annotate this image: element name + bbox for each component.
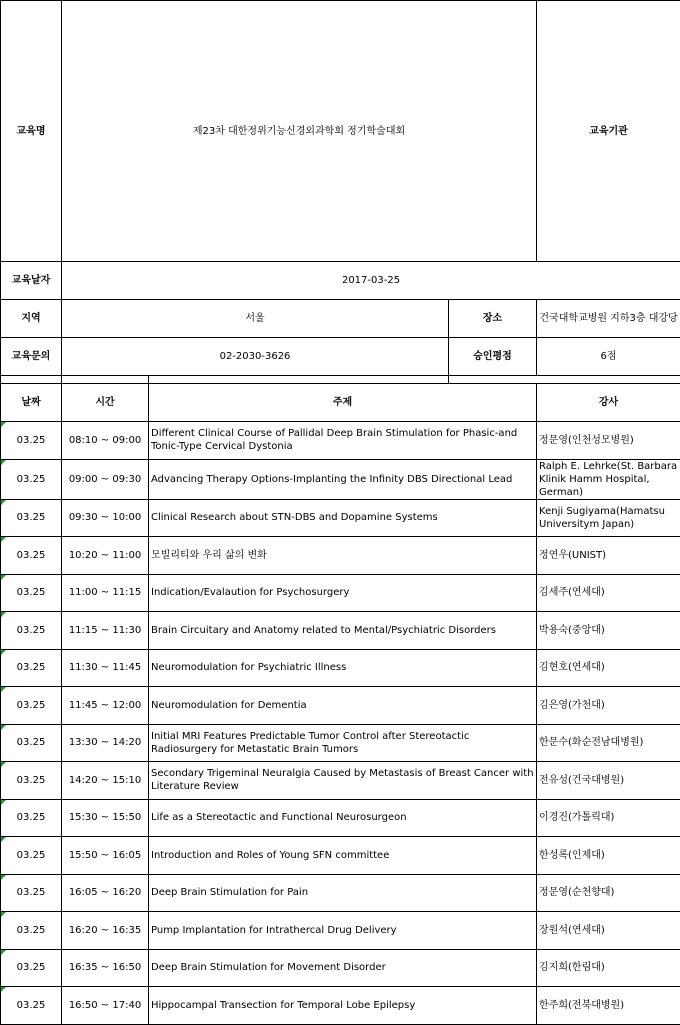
row-time: 09:00 ~ 09:30 bbox=[62, 459, 149, 499]
schedule-header-row bbox=[1, 384, 680, 422]
schedule-row bbox=[1, 459, 680, 499]
edu-name-label: 교육명 bbox=[1, 1, 62, 262]
institution-label: 교육기관 bbox=[537, 1, 680, 262]
venue-label: 장소 bbox=[449, 300, 537, 338]
row-date: 03.25 bbox=[1, 612, 62, 650]
row-topic: Deep Brain Stimulation for Pain bbox=[149, 874, 537, 912]
row-speaker: 정문영(순천향대) bbox=[537, 874, 680, 912]
row-time: 10:20 ~ 11:00 bbox=[62, 537, 149, 575]
row-speaker: Kenji Sugiyama(Hamatsu Universitym Japan) bbox=[537, 499, 680, 537]
row-time: 11:45 ~ 12:00 bbox=[62, 687, 149, 725]
spacer-row bbox=[1, 376, 680, 384]
info-row-region bbox=[1, 300, 680, 338]
row-date: 03.25 bbox=[1, 459, 62, 499]
row-speaker: 한성록(인제대) bbox=[537, 837, 680, 875]
row-time: 11:00 ~ 11:15 bbox=[62, 574, 149, 612]
row-speaker: 김은영(가천대) bbox=[537, 687, 680, 725]
date-value: 2017-03-25 bbox=[62, 262, 680, 300]
row-topic: Life as a Stereotactic and Functional Neurosurgeon bbox=[149, 799, 537, 837]
row-topic: Introduction and Roles of Young SFN committee bbox=[149, 837, 537, 875]
row-topic: Hippocampal Transection for Temporal Lobe Epilepsy bbox=[149, 987, 537, 1025]
schedule-row bbox=[1, 687, 680, 725]
row-date: 03.25 bbox=[1, 874, 62, 912]
row-date: 03.25 bbox=[1, 987, 62, 1025]
schedule-row bbox=[1, 762, 680, 800]
row-speaker: 전유성(건국대병원) bbox=[537, 762, 680, 800]
contact-value: 02-2030-3626 bbox=[62, 338, 449, 376]
row-date: 03.25 bbox=[1, 537, 62, 575]
row-date: 03.25 bbox=[1, 687, 62, 725]
row-speaker: 김지희(한림대) bbox=[537, 949, 680, 987]
row-speaker: 한문수(화순전남대병원) bbox=[537, 724, 680, 762]
header-speaker: 강사 bbox=[537, 384, 680, 422]
row-time: 14:20 ~ 15:10 bbox=[62, 762, 149, 800]
row-topic: Clinical Research about STN-DBS and Dopamine Systems bbox=[149, 499, 537, 537]
row-time: 16:20 ~ 16:35 bbox=[62, 912, 149, 950]
schedule-row bbox=[1, 499, 680, 537]
schedule-row bbox=[1, 537, 680, 575]
row-date: 03.25 bbox=[1, 422, 62, 460]
region-value: 서울 bbox=[62, 300, 449, 338]
credit-value: 6점 bbox=[537, 338, 680, 376]
row-date: 03.25 bbox=[1, 574, 62, 612]
schedule-row bbox=[1, 949, 680, 987]
region-label: 지역 bbox=[1, 300, 62, 338]
schedule-row bbox=[1, 649, 680, 687]
row-topic: Secondary Trigeminal Neuralgia Caused by Metastasis of Breast Cancer with Literature Review bbox=[149, 762, 537, 800]
row-time: 15:30 ~ 15:50 bbox=[62, 799, 149, 837]
row-date: 03.25 bbox=[1, 837, 62, 875]
schedule-row bbox=[1, 987, 680, 1025]
schedule-row bbox=[1, 874, 680, 912]
venue-value: 건국대학교병원 지하3층 대강당 bbox=[537, 300, 680, 338]
schedule-row bbox=[1, 574, 680, 612]
row-speaker: 정문영(인천성모병원) bbox=[537, 422, 680, 460]
row-speaker: 김세주(연세대) bbox=[537, 574, 680, 612]
row-speaker: 김현호(연세대) bbox=[537, 649, 680, 687]
row-date: 03.25 bbox=[1, 724, 62, 762]
row-time: 16:50 ~ 17:40 bbox=[62, 987, 149, 1025]
header-time: 시간 bbox=[62, 384, 149, 422]
contact-label: 교육문의 bbox=[1, 338, 62, 376]
row-date: 03.25 bbox=[1, 949, 62, 987]
row-date: 03.25 bbox=[1, 649, 62, 687]
header-date: 날짜 bbox=[1, 384, 62, 422]
row-topic: 모빌리티와 우리 삶의 변화 bbox=[149, 537, 537, 575]
row-topic: Initial MRI Features Predictable Tumor Control after Stereotactic Radiosurgery for Metastatic Brain Tumors bbox=[149, 724, 537, 762]
schedule-row bbox=[1, 912, 680, 950]
row-speaker: 정연우(UNIST) bbox=[537, 537, 680, 575]
row-speaker: Ralph E. Lehrke(St. Barbara Klinik Hamm Hospital, German) bbox=[537, 459, 680, 499]
row-topic: Deep Brain Stimulation for Movement Disorder bbox=[149, 949, 537, 987]
row-time: 08:10 ~ 09:00 bbox=[62, 422, 149, 460]
row-topic: Different Clinical Course of Pallidal Deep Brain Stimulation for Phasic-and Tonic-Type Cervical Dystonia bbox=[149, 422, 537, 460]
row-topic: Neuromodulation for Psychiatric Illness bbox=[149, 649, 537, 687]
row-date: 03.25 bbox=[1, 799, 62, 837]
date-label: 교육날자 bbox=[1, 262, 62, 300]
credit-label: 승인평점 bbox=[449, 338, 537, 376]
schedule-row bbox=[1, 612, 680, 650]
schedule-row bbox=[1, 799, 680, 837]
row-time: 15:50 ~ 16:05 bbox=[62, 837, 149, 875]
row-topic: Indication/Evalaution for Psychosurgery bbox=[149, 574, 537, 612]
row-time: 11:30 ~ 11:45 bbox=[62, 649, 149, 687]
row-date: 03.25 bbox=[1, 499, 62, 537]
info-row-contact bbox=[1, 338, 680, 376]
info-row-date bbox=[1, 262, 680, 300]
row-topic: Brain Circuitary and Anatomy related to Mental/Psychiatric Disorders bbox=[149, 612, 537, 650]
row-topic: Advancing Therapy Options-Implanting the Infinity DBS Directional Lead bbox=[149, 459, 537, 499]
schedule-row bbox=[1, 422, 680, 460]
row-speaker: 한주희(전북대병원) bbox=[537, 987, 680, 1025]
header-topic: 주제 bbox=[149, 384, 537, 422]
edu-name-value: 제23차 대한정위기능신경외과학회 정기학술대회 bbox=[62, 1, 537, 262]
row-speaker: 이경진(가톨릭대) bbox=[537, 799, 680, 837]
row-time: 09:30 ~ 10:00 bbox=[62, 499, 149, 537]
row-time: 16:35 ~ 16:50 bbox=[62, 949, 149, 987]
row-topic: Pump Implantation for Intrathercal Drug Delivery bbox=[149, 912, 537, 950]
row-topic: Neuromodulation for Dementia bbox=[149, 687, 537, 725]
row-time: 11:15 ~ 11:30 bbox=[62, 612, 149, 650]
row-time: 16:05 ~ 16:20 bbox=[62, 874, 149, 912]
schedule-row bbox=[1, 837, 680, 875]
row-date: 03.25 bbox=[1, 912, 62, 950]
row-date: 03.25 bbox=[1, 762, 62, 800]
row-speaker: 장원석(연세대) bbox=[537, 912, 680, 950]
row-time: 13:30 ~ 14:20 bbox=[62, 724, 149, 762]
schedule-row bbox=[1, 724, 680, 762]
schedule-body bbox=[1, 422, 680, 1025]
row-speaker: 박용숙(중앙대) bbox=[537, 612, 680, 650]
info-row-name bbox=[1, 1, 680, 262]
